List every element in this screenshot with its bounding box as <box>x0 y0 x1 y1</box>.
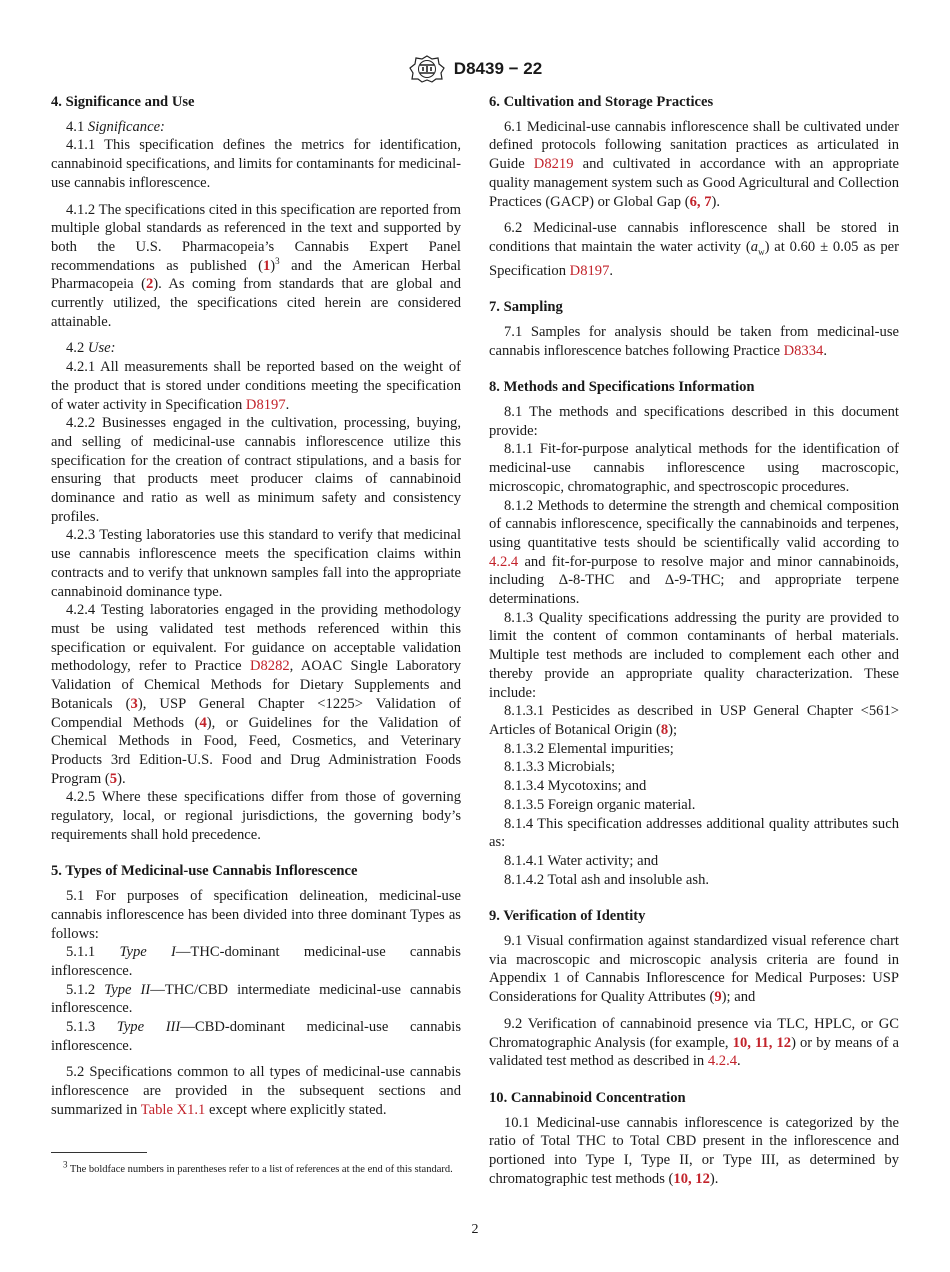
para-4-2: 4.2 Use: <box>66 340 116 357</box>
reference-link-3[interactable]: 3 <box>130 695 138 712</box>
footnote-marker: 3 <box>275 255 280 266</box>
link-d8197[interactable]: D8197 <box>245 396 286 413</box>
para-4-1: 4.1 Significance: <box>66 118 165 135</box>
para-8-1: 8.1 The methods and specifications described in this document provide: <box>489 404 899 439</box>
para-8-1-3-5: 8.1.3.5 Foreign organic material. <box>504 796 696 813</box>
link-4-2-4[interactable]: 4.2.4 <box>489 553 519 570</box>
footnote-divider <box>51 1152 147 1153</box>
para-5-1-3: 5.1.3 Type III—CBD-dominant medicinal-use cannabis inflorescence. <box>51 1019 461 1054</box>
section-7-heading: 7. Sampling <box>489 299 563 316</box>
left-column <box>51 93 461 1120</box>
footnote: $^3$ The boldface numbers in parentheses refer to a list of references at the end of this standard. <box>63 1159 453 1175</box>
link-4-2-4-b[interactable]: 4.2.4 <box>707 1053 738 1070</box>
para-7-1: 7.1 Samples for analysis should be taken from medicinal-use cannabis inflorescence batches following Practice D8334. <box>489 323 899 359</box>
para-8-1-4-1: 8.1.4.1 Water activity; and <box>504 852 659 869</box>
astm-logo-icon <box>408 55 446 83</box>
para-8-1-3: 8.1.3 Quality specifications addressing the purity are provided to limit the content of common contaminants of herbal materials. Multiple test methods are included to complement each other and thereby provide an appropriate quality characterization. These include: <box>489 609 899 701</box>
designation-code: D8439 − 22 <box>453 59 543 78</box>
link-d8219[interactable]: D8219 <box>533 156 574 173</box>
para-6-1: 6.1 Medicinal-use cannabis inflorescence shall be cultivated under defined protocols following sanitation practices as articulated in Guide D8219 and cultivated in accordance with an appropriate quality management system such as Good Agricultural and Collection Practices (GACP) or Global Gap (6, 7). <box>489 118 899 210</box>
para-8-1-3-4: 8.1.3.4 Mycotoxins; and <box>504 778 647 795</box>
para-9-2: 9.2 Verification of cannabinoid presence via TLC, HPLC, or GC Chromatographic Analysis (for example, 10, 11, 12) or by means of a validated test method as described in 4.2.4. <box>489 1015 899 1070</box>
link-d8334[interactable]: D8334 <box>783 342 824 359</box>
para-8-1-3-3: 8.1.3.3 Microbials; <box>504 759 616 776</box>
reference-link-8[interactable]: 8 <box>660 722 669 738</box>
section-8-heading: 8. Methods and Specifications Information <box>489 379 755 396</box>
right-column <box>489 93 899 1188</box>
reference-link-5[interactable]: 5 <box>109 770 118 787</box>
para-8-1-2: 8.1.2 Methods to determine the strength and chemical composition of cannabis inflorescence, specifically the cannabinoids and terpenes, using quantitative tests should be scientifically valid according to 4.2.4 and fit-for-purpose to resolve major and minor cannabinoids, including Δ-8-THC and Δ-9-THC; and appropriate terpene determinations. <box>489 497 899 608</box>
para-8-1-4: 8.1.4 This specification addresses additional quality attributes such as: <box>489 815 899 851</box>
reference-link-4[interactable]: 4 <box>199 714 207 731</box>
page-header <box>0 55 950 83</box>
para-10-1: 10.1 Medicinal-use cannabis inflorescence is categorized by the ratio of Total THC to Total CBD present in the inflorescence and portioned into Type I, Type II, or Type III, as determined by chromatographic test methods (10, 12). <box>489 1114 899 1187</box>
page-number: 2 <box>471 1222 479 1237</box>
reference-link-1[interactable]: 1 <box>263 257 271 274</box>
link-d8197-2[interactable]: D8197 <box>569 262 610 279</box>
para-4-2-4: 4.2.4 Testing laboratories engaged in the providing methodology must be using validated test methods referenced within this specification or equivalent. For guidance on acceptable validation methodology, refer to Practice D8282, AOAC Single Laboratory Validation of Chemical Methods for Dietary Supplements and Botanicals (3), USP General Chapter <1225> Validation of Compendial Methods (4), or Guidelines for the Validation of Chemical Methods in Food, Feed, Cosmetics, and Veterinary Products 3rd Edition-U.S. Food and Drug Administration Foods Program (5). <box>51 602 461 787</box>
reference-link-9[interactable]: 9 <box>714 989 722 1006</box>
para-4-2-2: 4.2.2 Businesses engaged in the cultivation, processing, buying, and selling of medicinal-use cannabis inflorescence utilize this specification for the creation of contract stipulations, and a basis for ensuring that products meet producer claims of cannabinoid dominance and ratio as well as minimum safety and consistency profiles. <box>51 415 461 525</box>
section-6-heading: 6. Cultivation and Storage Practices <box>489 94 714 110</box>
link-table-x1-1[interactable]: Table X1.1 <box>140 1101 206 1118</box>
para-4-1-1: 4.1.1 This specification defines the metrics for identification, cannabinoid specifications, and limits for contaminants for medicinal-use cannabis inflorescence. <box>51 137 461 191</box>
para-5-1-2: 5.1.2 Type II—THC/CBD intermediate medicinal-use cannabis inflorescence. <box>51 981 461 1017</box>
section-5-heading: 5. Types of Medicinal-use Cannabis Inflorescence <box>51 863 358 880</box>
para-4-1-2: 4.1.2 The specifications cited in this specification are reported from multiple global standards as referenced in the text and supported by both the U.S. Pharmacopeia’s Cannabis Expert Panel recommendations as published $(1)^3$ and the American Herbal Pharmacopeia (2). As coming from standards that are global and currently utilized, the specifications cited herein are considered attainable. <box>51 201 461 330</box>
section-10-heading: 10. Cannabinoid Concentration <box>489 1089 686 1106</box>
reference-link-10-11-12[interactable]: 10, 11, 12 <box>732 1034 792 1051</box>
section-9-heading: 9. Verification of Identity <box>489 908 646 925</box>
para-9-1: 9.1 Visual confirmation against standardized visual reference chart via macroscopic and microscopic analysis criteria are found in Appendix 1 of Cannabis Inflorescence for Medical Purposes: USP Considerations for Quality Attributes (9); and <box>489 933 899 1006</box>
reference-link-10-12[interactable]: 10, 12 <box>673 1170 710 1187</box>
para-4-2-1: 4.2.1 All measurements shall be reported based on the weight of the product that is stored under conditions meeting the specification of water activity in Specification D8197. <box>51 359 461 413</box>
para-6-2: 6.2 Medicinal-use cannabis inflorescence shall be stored in conditions that maintain the water activity $(a_w)$ at 0.60 ± 0.05 as per Specification D8197. <box>489 220 899 279</box>
para-5-1-1: 5.1.1 Type I—THC-dominant medicinal-use cannabis inflorescence. <box>51 944 461 979</box>
para-5-1: 5.1 For purposes of specification delineation, medicinal-use cannabis inflorescence has been divided into three dominant Types as follows: <box>51 888 461 942</box>
para-8-1-3-1: 8.1.3.1 Pesticides as described in USP General Chapter <561> Articles of Botanical Origin (8); <box>489 703 899 738</box>
link-d8282[interactable]: D8282 <box>249 658 290 675</box>
para-5-2: 5.2 Specifications common to all types of medicinal-use cannabis inflorescence are provided in the subsequent sections and summarized in Table X1.1 except where explicitly stated. <box>51 1064 461 1118</box>
para-8-1-1: 8.1.1 Fit-for-purpose analytical methods for the identification of medicinal-use cannabis inflorescence using macroscopic, microscopic, chromatographic, and spectroscopic procedures. <box>489 441 899 495</box>
para-4-2-5: 4.2.5 Where these specifications differ from those of governing regulatory, local, or regional jurisdictions, the governing body’s requirements shall hold precedence. <box>51 789 461 843</box>
para-8-1-3-2: 8.1.3.2 Elemental impurities; <box>504 740 674 757</box>
para-8-1-4-2: 8.1.4.2 Total ash and insoluble ash. <box>504 871 710 888</box>
reference-link-2[interactable]: 2 <box>145 276 154 293</box>
section-4-heading: 4. Significance and Use <box>51 94 195 110</box>
para-4-2-3: 4.2.3 Testing laboratories use this standard to verify that medicinal use cannabis inflorescence meets the specification claims within contracts and to verify that unknown samples fall into the appropriate cannabinoid dominance type. <box>51 527 461 600</box>
reference-link-6-7[interactable]: 6, 7 <box>689 193 712 210</box>
